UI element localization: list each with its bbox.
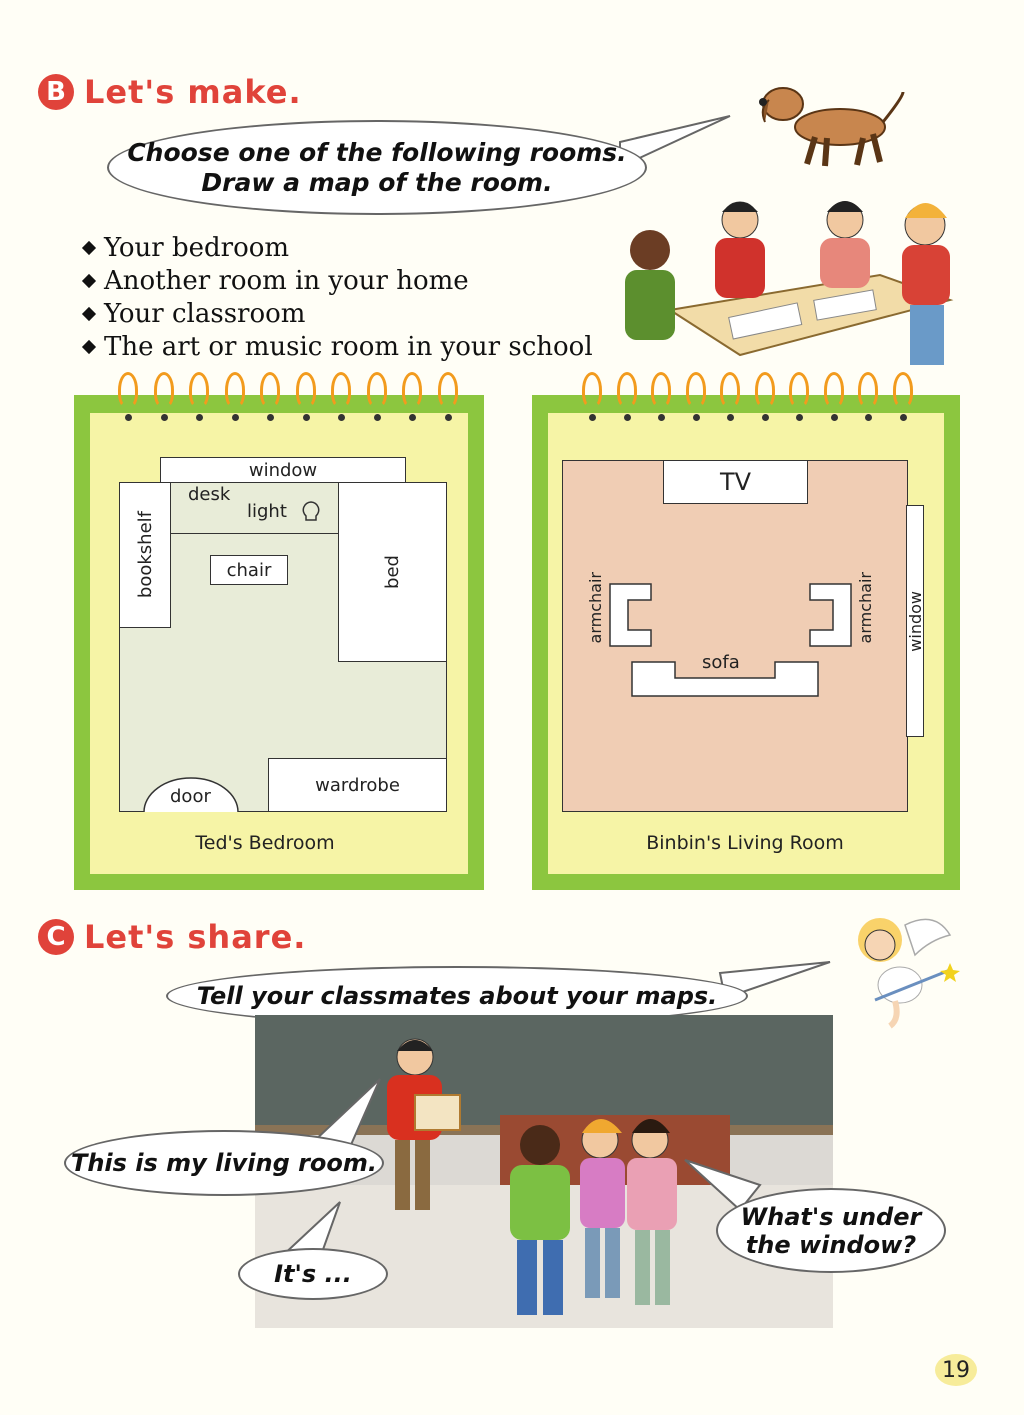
- teds-desk-label: desk: [188, 484, 231, 505]
- section-b-title: Let's make.: [84, 73, 302, 111]
- dog-illustration: [745, 72, 915, 172]
- living-room-bubble: This is my living room.: [64, 1130, 384, 1196]
- section-c-heading: [38, 918, 306, 956]
- teds-bedroom-caption: Ted's Bedroom: [195, 832, 335, 854]
- teds-light-label: light: [247, 501, 287, 522]
- binbins-armchair-right-label: armchair: [856, 572, 875, 644]
- its-bubble: It's ...: [238, 1248, 388, 1300]
- whats-line-1: What's under: [740, 1202, 922, 1231]
- spiral-ring: [367, 372, 387, 408]
- binbins-tv: TV: [663, 460, 808, 504]
- section-c-title: Let's share.: [84, 918, 307, 956]
- share-bubble: Tell your classmates about your maps.: [166, 966, 748, 1026]
- binbins-sofa-label: sofa: [702, 652, 740, 673]
- ring-hole: [831, 414, 838, 421]
- children-drawing-illustration: [580, 190, 980, 370]
- room-options-list: [80, 232, 593, 364]
- ring-hole: [796, 414, 803, 421]
- spiral-ring: [755, 372, 775, 408]
- teds-door-label: door: [170, 786, 211, 807]
- spiral-ring: [225, 372, 245, 408]
- ring-hole: [589, 414, 596, 421]
- ring-hole: [658, 414, 665, 421]
- ring-hole: [693, 414, 700, 421]
- spiral-ring: [582, 372, 602, 408]
- spiral-ring: [617, 372, 637, 408]
- ring-hole: [409, 414, 416, 421]
- list-item: Your bedroom: [80, 232, 593, 265]
- ring-hole: [338, 414, 345, 421]
- spiral-ring: [686, 372, 706, 408]
- ring-hole: [196, 414, 203, 421]
- spiral-ring: [720, 372, 740, 408]
- teds-window: window: [160, 457, 406, 483]
- ring-hole: [900, 414, 907, 421]
- ring-hole: [232, 414, 239, 421]
- ring-hole: [445, 414, 452, 421]
- teds-bookshelf: bookshelf: [119, 482, 171, 628]
- spiral-ring: [260, 372, 280, 408]
- instruction-bubble: [107, 120, 647, 215]
- section-c-badge: C: [38, 919, 74, 955]
- ring-hole: [727, 414, 734, 421]
- spiral-ring: [651, 372, 671, 408]
- spiral-ring: [189, 372, 209, 408]
- page-number: 19: [935, 1354, 977, 1386]
- lightbulb-icon: [300, 500, 322, 524]
- list-item: Another room in your home: [80, 265, 593, 298]
- whats-under-bubble: [716, 1188, 946, 1273]
- ring-hole: [161, 414, 168, 421]
- ring-hole: [624, 414, 631, 421]
- list-item: Your classroom: [80, 298, 593, 331]
- spiral-ring: [438, 372, 458, 408]
- teds-chair: chair: [210, 555, 288, 585]
- spiral-ring: [154, 372, 174, 408]
- angel-illustration: [835, 905, 960, 1030]
- spiral-ring: [331, 372, 351, 408]
- spiral-ring: [824, 372, 844, 408]
- spiral-ring: [858, 372, 878, 408]
- teds-bed: bed: [338, 482, 447, 662]
- instruction-line-2: Draw a map of the room.: [201, 167, 553, 197]
- section-b-badge: B: [38, 74, 74, 110]
- ring-hole: [762, 414, 769, 421]
- teds-wardrobe: wardrobe: [268, 758, 447, 812]
- ring-hole: [303, 414, 310, 421]
- spiral-ring: [402, 372, 422, 408]
- whats-line-2: the window?: [745, 1230, 917, 1259]
- ring-hole: [125, 414, 132, 421]
- ring-hole: [267, 414, 274, 421]
- binbins-armchair-right: [808, 582, 853, 648]
- instruction-line-1: Choose one of the following rooms.: [127, 137, 627, 167]
- binbins-living-room-caption: Binbin's Living Room: [646, 832, 844, 854]
- spiral-ring: [789, 372, 809, 408]
- ring-hole: [374, 414, 381, 421]
- binbins-armchair-left-label: armchair: [586, 572, 605, 644]
- list-item: The art or music room in your school: [80, 331, 593, 364]
- binbins-armchair-left: [608, 582, 653, 648]
- spiral-ring: [118, 372, 138, 408]
- spiral-ring: [893, 372, 913, 408]
- binbins-window: window: [906, 505, 924, 737]
- ring-hole: [865, 414, 872, 421]
- spiral-ring: [296, 372, 316, 408]
- section-b-heading: [38, 73, 302, 111]
